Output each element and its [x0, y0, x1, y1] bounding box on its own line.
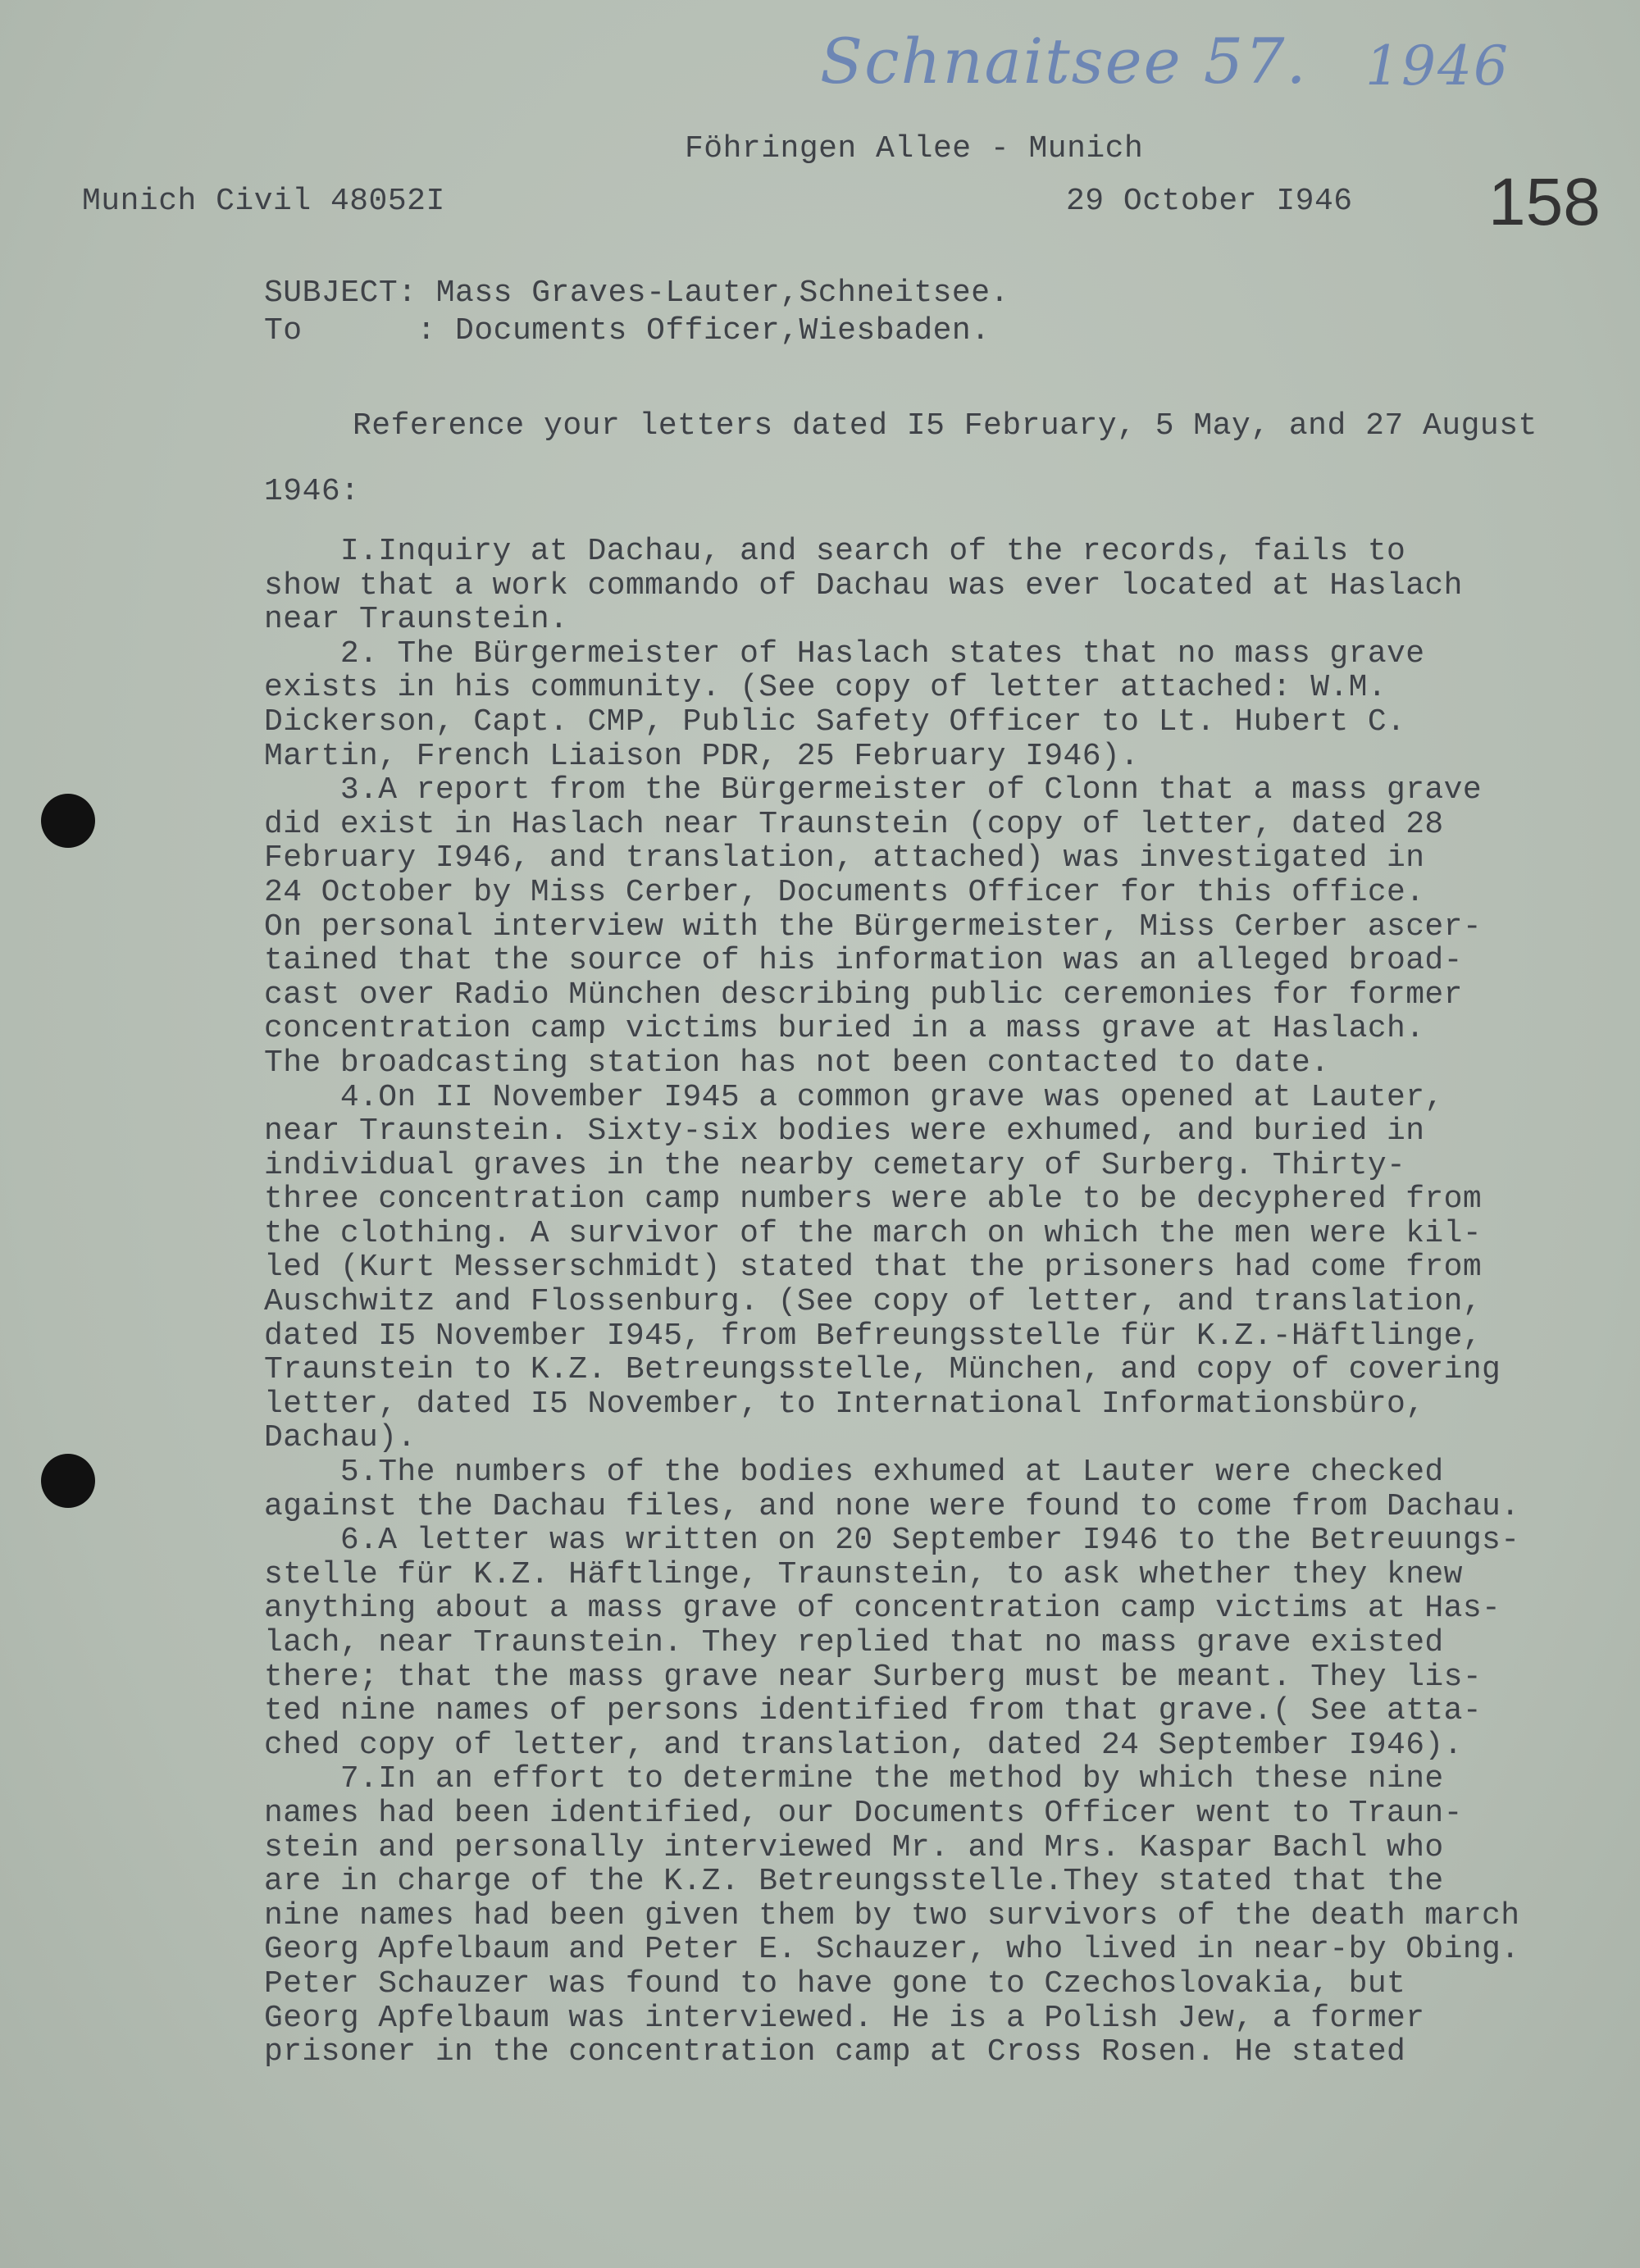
body-line: Martin, French Liaison PDR, 25 February I946). [264, 739, 1140, 774]
body-line: Georg Apfelbaum and Peter E. Schauzer, who lived in near-by Obing. [264, 1933, 1520, 1967]
body-line: Dickerson, Capt. CMP, Public Safety Officer to Lt. Hubert C. [264, 704, 1406, 740]
body-line: tained that the source of his information was an alleged broad- [264, 944, 1463, 978]
header-address: Föhringen Allee - Munich [685, 131, 1144, 166]
body-line: are in charge of the K.Z. Betreungsstelle.They stated that the [264, 1865, 1444, 1899]
body-line: nine names had been given them by two survivors of the death march [264, 1898, 1520, 1933]
body-line: 2. The Bürgermeister of Haslach states that no mass grave [264, 636, 1425, 672]
body-line: near Traunstein. Sixty-six bodies were exhumed, and buried in [264, 1114, 1425, 1149]
body-line: cast over Radio München describing public ceremonies for former [264, 977, 1463, 1013]
body-line: individual graves in the nearby cemetary of Surberg. Thirty- [264, 1148, 1406, 1183]
body-line: Auschwitz and Flossenburg. (See copy of letter, and translation, [264, 1285, 1483, 1319]
handwritten-year: 1946 [1365, 34, 1510, 98]
punch-hole-upper [41, 794, 95, 848]
body-line: three concentration camp numbers were able to be decyphered from [264, 1182, 1483, 1217]
body-line: lach, near Traunstein. They replied that no mass grave existed [264, 1626, 1444, 1660]
body-line: exists in his community. (See copy of letter attached: W.M. [264, 671, 1387, 705]
body-line: On personal interview with the Bürgermeister, Miss Cerber ascer- [264, 909, 1483, 945]
body-line: Peter Schauzer was found to have gone to Czechoslovakia, but [264, 1966, 1406, 2002]
body-line: Georg Apfelbaum was interviewed. He is a Polish Jew, a former [264, 2001, 1425, 2036]
letter-body [264, 535, 1625, 2070]
office-reference: Munich Civil 48052I [82, 184, 445, 219]
body-line: against the Dachau files, and none were found to come from Dachau. [264, 1489, 1520, 1524]
recipient-line: To : Documents Officer,Wiesbaden. [264, 313, 991, 348]
body-line: show that a work commando of Dachau was ever located at Haslach [264, 568, 1463, 603]
body-line: dated I5 November I945, from Befreungsstelle für K.Z.-Häftlinge, [264, 1318, 1483, 1354]
body-line: the clothing. A survivor of the march on which the men were kil- [264, 1216, 1483, 1251]
body-line: 24 October by Miss Cerber, Documents Officer for this office. [264, 875, 1425, 910]
handwritten-annotation: Schnaitsee 57. [820, 25, 1308, 98]
subject-line: SUBJECT: Mass Graves-Lauter,Schneitsee. [264, 276, 1009, 311]
body-line: near Traunstein. [264, 603, 569, 637]
body-line: 4.On II November I945 a common grave was opened at Lauter, [264, 1080, 1444, 1115]
body-line: led (Kurt Messerschmidt) stated that the prisoners had come from [264, 1250, 1483, 1286]
body-line: names had been identified, our Documents Officer went to Traun- [264, 1796, 1463, 1831]
body-line: 5.The numbers of the bodies exhumed at Lauter were checked [264, 1455, 1444, 1490]
body-line: concentration camp victims buried in a mass grave at Haslach. [264, 1012, 1425, 1046]
reference-line: Reference your letters dated I5 February, 5 May, and 27 August [353, 410, 1538, 443]
body-line: ted nine names of persons identified from that grave.( See atta- [264, 1694, 1483, 1728]
body-line: prisoner in the concentration camp at Cross Rosen. He stated [264, 2035, 1406, 2070]
body-line: 3.A report from the Bürgermeister of Clonn that a mass grave [264, 773, 1483, 808]
body-line: stein and personally interviewed Mr. and Mrs. Kaspar Bachl who [264, 1830, 1444, 1865]
body-line: ched copy of letter, and translation, dated 24 September I946). [264, 1728, 1463, 1763]
body-line: anything about a mass grave of concentration camp victims at Has- [264, 1592, 1501, 1626]
body-line: 6.A letter was written on 20 September I946 to the Betreuungs- [264, 1523, 1520, 1558]
body-line: did exist in Haslach near Traunstein (copy of letter, dated 28 [264, 807, 1444, 842]
body-line: 7.In an effort to determine the method by which these nine [264, 1762, 1444, 1797]
letter-date: 29 October I946 [1066, 184, 1353, 219]
body-line: February I946, and translation, attached) was investigated in [264, 841, 1425, 876]
page-number: 158 [1488, 165, 1601, 239]
body-line: I.Inquiry at Dachau, and search of the records, fails to [264, 535, 1406, 569]
punch-hole-lower [41, 1454, 95, 1508]
body-line: Traunstein to K.Z. Betreungsstelle, München, and copy of covering [264, 1353, 1501, 1387]
body-line: there; that the mass grave near Surberg must be meant. They lis- [264, 1660, 1483, 1695]
reference-year: 1946: [264, 474, 360, 509]
body-line: The broadcasting station has not been contacted to date. [264, 1045, 1330, 1081]
body-line: letter, dated I5 November, to International Informationsbüro, [264, 1387, 1425, 1422]
body-line: stelle für K.Z. Häftlinge, Traunstein, to ask whether they knew [264, 1557, 1463, 1592]
body-line: Dachau). [264, 1421, 417, 1456]
